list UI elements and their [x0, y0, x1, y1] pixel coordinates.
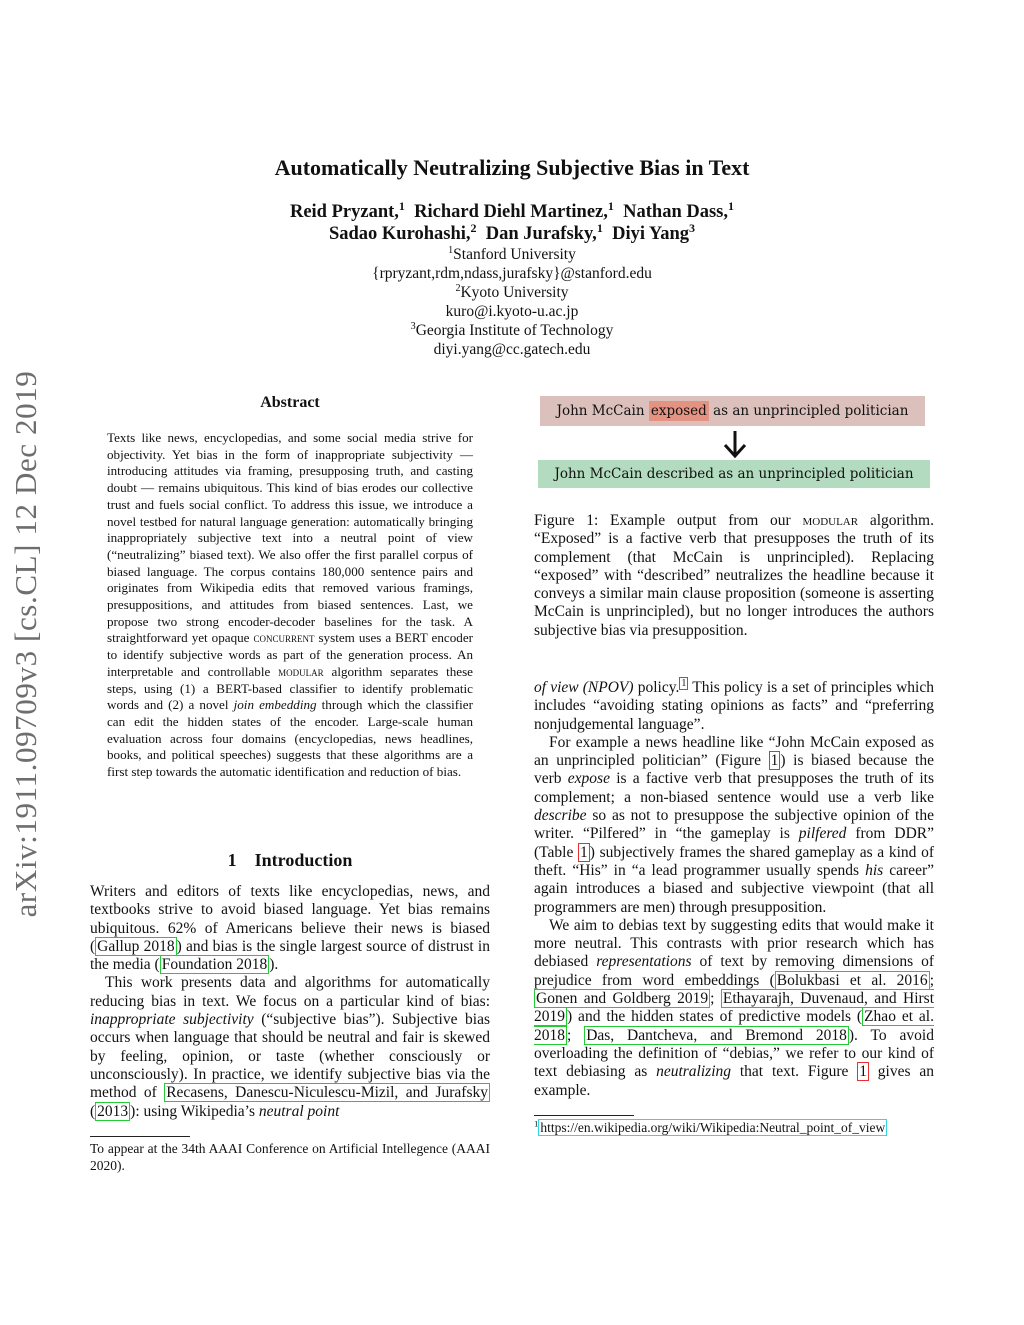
author-affiliation-mark: 1: [596, 220, 603, 235]
affiliation-line: [0, 303, 1024, 321]
abstract-heading: Abstract: [260, 394, 320, 411]
citation-link[interactable]: 2013: [97, 1102, 129, 1120]
affiliation-line: [0, 341, 1024, 359]
affiliation-mark: 2: [455, 282, 461, 294]
biased-word-highlight: exposed: [650, 403, 707, 419]
affiliation-line: [0, 322, 1024, 340]
footnote-rule: [534, 1115, 634, 1116]
author-name: Nathan Dass,: [623, 202, 728, 222]
citation-link[interactable]: Ethayarajh, Duvenaud, and Hirst 2019: [534, 990, 935, 1026]
footnote-aaai: To appear at the 34th AAAI Conference on Artificial Intellegence (AAAI 2020).: [90, 1140, 490, 1173]
affiliation-line: [0, 246, 1024, 264]
affiliation-email: kuro@i.kyoto-u.ac.jp: [445, 303, 579, 320]
arxiv-identifier: arXiv:1911.09709v3 [cs.CL] 12 Dec 2019: [8, 370, 43, 918]
intro-paragraph-2: This work presents data and algorithms for automatically reducing bias in text. We focus on a particular kind of bias: inappropriate subjectivity (“subjective bias”). Subjective bias occurs when language that should be neutral and fair is skewed by feeling, opinion, or taste (whether consciously or unconsciously). In practice, we identify subjective bias via the method of Recasens, Danescu-Niculescu-Mizil, and Jurafsky ( 2013 ): using Wikipedia’s neutral point: [90, 974, 490, 1120]
author-line-1: [0, 198, 1024, 223]
figure-biased-sentence: John McCain exposed as an unprincipled politician: [540, 396, 925, 426]
down-arrow-icon: [715, 428, 755, 460]
author-affiliation-mark: 1: [728, 198, 735, 213]
author-name: Reid Pryzant,: [289, 202, 399, 222]
affiliation-email: {rpryzant,rdm,ndass,jurafsky}@stanford.edu: [372, 265, 652, 282]
intro-paragraph-1: Writers and editors of texts like encyclopedias, news, and textbooks strive to avoid biased language. Yet bias remains ubiquitous. 62% of Americans believe their news is biased ( Gallup 2018 ) and bias is the single largest source of distrust in the media ( Foundation 2018 ).: [90, 883, 490, 974]
affiliation-mark: 1: [448, 244, 454, 256]
affiliation-text: Kyoto University: [460, 284, 569, 301]
author-name: Diyi Yang: [612, 224, 690, 244]
citation-link[interactable]: Gonen and Goldberg 2019: [536, 990, 709, 1008]
citation-link[interactable]: Foundation 2018: [161, 956, 268, 974]
affiliation-line: [0, 284, 1024, 302]
author-affiliation-mark: 1: [607, 198, 614, 213]
author-affiliation-mark: 1: [398, 198, 405, 213]
citation-link[interactable]: Zhao et al. 2018: [534, 1008, 934, 1044]
affiliation-email: diyi.yang@cc.gatech.edu: [433, 341, 591, 358]
footnote-url-link[interactable]: https://en.wikipedia.org/wiki/Wikipedia:Neutral_point_of_view: [540, 1119, 886, 1135]
figure-neutral-sentence: John McCain described as an unprincipled politician: [538, 460, 930, 488]
example-paragraph: For example a news headline like “John McCain exposed as an unprincipled politician” (Figure 1 ) is biased because the verb expose is a factive verb that presupposes the truth of its complement; a non-biased sentence would use a verb like describe so as not to presuppose the subjective opinion of the writer. “Pilfered” in “the gameplay is pilfered from DDR” (Table 1 ) subjectively frames the shared gameplay as a kind of theft. “His” in “a lead programmer usually spends his career” again introduces a biased and subjective viewpoint (that all programmers are men) through presupposition.: [534, 733, 934, 916]
abstract-body: Texts like news, encyclopedias, and some social media strive for objectivity. Yet bias in the form of inappropriate subjectivity — introducing attitudes via framing, presupposing truth, and casting doubt — remains ubiquitous. This kind of bias erodes our collective trust and fuels social conflict. To address this issue, we introduce a novel testbed for natural language generation: automatically bringing inappropriately subjective text into a neutral point of view (“neutralizing” biased text). We also offer the first parallel corpus of biased language. The corpus contains 180,000 sentence pairs and originates from Wikipedia edits that removed various framings, presuppositions, and attitudes from biased sentences. Last, we propose two strong encoder-decoder baselines for the task. A straightforward yet opaque concurrent system uses a BERT encoder to identify subjective words as part of the generation process. An interpretable and controllable modular algorithm separates these steps, using (1) a BERT-based classifier to identify problematic words and (2) a novel join embedding through which the classifier can edit the hidden states of the encoder. Large-scale human evaluation across four domains (encyclopedias, news headlines, books, and political speeches) suggests that these algorithms are a first step towards the automatic identification and reduction of bias.: [107, 430, 473, 780]
footnote-npov: $^1$ https://en.wikipedia.org/wiki/Wikipedia:Neutral_point_of_view: [534, 1118, 886, 1135]
footnote-link[interactable]: 1: [681, 677, 687, 689]
author-name: Richard Diehl Martinez,: [414, 202, 608, 222]
affiliation-text: Georgia Institute of Technology: [415, 322, 614, 339]
citation-link[interactable]: Bolukbasi et al. 2016: [776, 971, 928, 989]
author-name: Sadao Kurohashi,: [328, 224, 471, 244]
figure-caption: Figure 1: Example output from our modular algorithm. “Exposed” is a factive verb that presupposes the truth of its complement (that McCain is unprincipled). Replacing “exposed” with “described” neutralizes the headline because it conveys a similar main clause proposition (someone is asserting McCain is unprincipled), but no longer introduces the authors subjective bias via presupposition.: [534, 512, 934, 639]
citation-link[interactable]: Recasens, Danescu-Niculescu-Mizil, and Jurafsky: [166, 1084, 488, 1102]
aim-paragraph: We aim to debias text by suggesting edits that would make it more neutral. This contrasts with prior research which has debiased representations of text by removing dimensions of prejudice from word embeddings ( Bolukbasi et al. 2016 ; Gonen and Goldberg 2019 ; Ethayarajh, Duvenaud, and Hirst 2019 ) and the hidden states of predictive models ( Zhao et al. 2018 ; Das, Dantcheva, and Bremond 2018 ). To avoid overloading the definition of “debias,” we refer to our kind of text debiasing as neutralizing that text. Figure 1 gives an example.: [534, 916, 935, 1099]
footnote-rule: [90, 1136, 190, 1137]
right-column-body: [534, 679, 934, 1136]
affiliation-line: [0, 265, 1024, 283]
table-ref-link[interactable]: 1: [580, 843, 588, 861]
affiliation-mark: 3: [410, 320, 416, 332]
section-heading-introduction: 1 Introduction: [227, 850, 353, 870]
figure-ref-link[interactable]: 1: [859, 1063, 867, 1081]
npov-paragraph: of view (NPOV) policy. $^1$ This policy is a set of principles which includes “avoiding stating opinions as facts” and “preferring nonjudgemental language”.: [534, 677, 934, 733]
paper-title: Automatically Neutralizing Subjective Bias in Text: [274, 155, 750, 180]
citation-link[interactable]: Gallup 2018: [97, 937, 175, 955]
author-name: Dan Jurafsky,: [485, 224, 597, 244]
figure-ref-link[interactable]: 1: [770, 752, 779, 770]
citation-link[interactable]: Das, Dantcheva, and Bremond 2018: [586, 1026, 847, 1044]
affiliation-text: Stanford University: [453, 246, 576, 263]
author-affiliation-mark: 2: [470, 220, 477, 235]
author-line-2: [0, 220, 1024, 245]
author-affiliation-mark: 3: [689, 220, 696, 235]
left-column-body: [90, 883, 490, 1174]
